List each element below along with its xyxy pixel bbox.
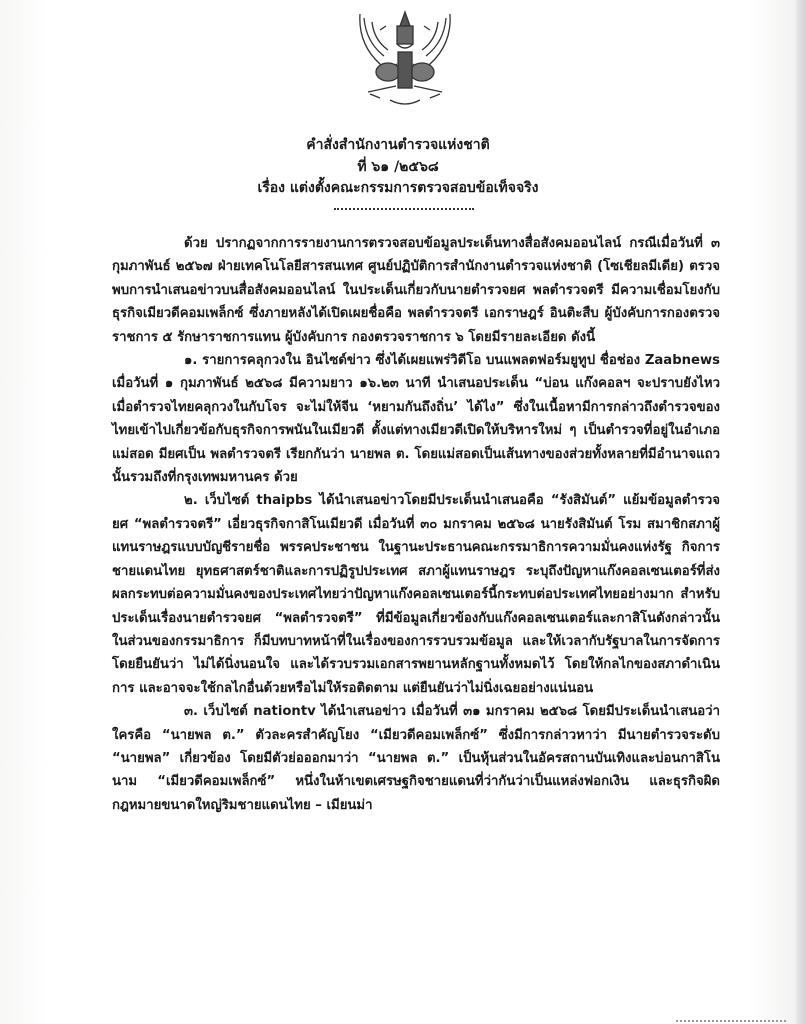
header-separator <box>334 198 474 210</box>
paragraph-intro: ด้วย ปรากฏจากการรายงานการตรวจสอบข้อมูลประเด็นทางสื่อสังคมออนไลน์ กรณีเมื่อวันที่ ๓ กุมภาพันธ์ ๒๕๖๗ ฝ่ายเทคโนโลยีสารสนเทศ ศูนย์ปฏิบัติการสำนักงานตำรวจแห่งชาติ (โซเชียลมีเดีย) ตรวจพบการนำเสนอข่าวบนสื่อสังคมออนไลน์ ในประเด็นเกี่ยวกับนายตำรวจยศ พลตำรวจตรี มีความเชื่อมโยงกับธุรกิจเมียวดีคอมเพล็กซ์ ซึ่งภายหลังได้เปิดเผยชื่อคือ พลตำรวจตรี เอกราษฎร์ อินติะสืบ ผู้บังคับการกองตรวจราชการ ๕ รักษาราชการแทน ผู้บังคับการ กองตรวจราชการ ๖ โดยมีรายละเอียด ดังนี้ <box>112 236 720 345</box>
paragraph-item-3: ๓. เว็บไซต์ nationtv ได้นำเสนอข่าว เมื่อวันที่ ๓๑ มกราคม ๒๕๖๘ โดยมีประเด็นนำเสนอว่าใครคือ “นายพล ต.” ตัวละครสำคัญโยง “เมียวดีคอมเพล็กซ์” ซึ่งมีการกล่าวหาว่า มีนายตำรวจระดับ “นายพล” เกี่ยวข้อง โดยมีตัวย่อออกมาว่า “นายพล ต.” เป็นหุ้นส่วนในอัครสถานบันเทิงและบ่อนกาสิโนนาม “เมียวดีคอมเพล็กซ์” หนึ่งในห้าเขตเศรษฐกิจชายแดนที่ว่ากันว่าเป็นแหล่งฟอกเงิน และธุรกิจผิดกฎหมายขนาดใหญ่ริมชายแดนไทย – เมียนม่า <box>112 704 720 813</box>
page-bottom-dots <box>676 1016 786 1022</box>
order-number: ที่ ๖๑ /๒๕๖๘ <box>357 159 439 175</box>
order-title: คำสั่งสำนักงานตำรวจแห่งชาติ <box>306 137 490 153</box>
document-body <box>112 232 720 817</box>
order-subject: เรื่อง แต่งตั้งคณะกรรมการตรวจสอบข้อเท็จจริง <box>257 180 539 196</box>
paragraph-item-2: ๒. เว็บไซต์ thaipbs ได้นำเสนอข่าวโดยมีประเด็นนำเสนอคือ “รังสิมันต์” แย้มข้อมูลตำรวจยศ “พลตำรวจตรี” เอี่ยวธุรกิจกาสิโนเมียวดี เมื่อวันที่ ๓๐ มกราคม ๒๕๖๘ นายรังสิมันต์ โรม สมาชิกสภาผู้แทนราษฎรแบบบัญชีรายชื่อ พรรคประชาชน ในฐานะประธานคณะกรรมาธิการความมั่นคงแห่งรัฐ กิจการชายแดนไทย ยุทธศาสตร์ชาติและการปฏิรูปประเทศ สภาผู้แทนราษฎร ระบุถึงปัญหาแก๊งคอลเซนเตอร์ที่ส่งผลกระทบต่อความมั่นคงของประเทศไทยว่าปัญหาแก๊งคอลเซนเตอร์นี้กระทบต่อประเทศไทยอย่างมาก สำหรับประเด็นเรื่องนายตำรวจยศ “พลตำรวจตรี” ที่มีข้อมูลเกี่ยวข้องกับแก๊งคอลเซนเตอร์และกาสิโนดังกล่าวนั้น ในส่วนของกรรมาธิการ ก็มีบทบาทหน้าที่ในเรื่องของการรวบรวมข้อมูล และให้เวลากับรัฐบาลในการจัดการ โดยยืนยันว่า ไม่ได้นิ่งนอนใจ และได้รวบรวมเอกสารพยานหลักฐานทั้งหมดไว้ โดยให้กลไกของสภาดำเนินการ และอาจจะใช้กลไกอื่นด้วยหรือไม่ให้รอติดตาม แต่ยืนยันว่าไม่นิ่งเฉยอย่างแน่นอน <box>112 493 720 696</box>
page-edge <box>796 0 806 1024</box>
garuda-emblem-icon <box>350 4 460 110</box>
paragraph-item-1: ๑. รายการคลุกวงใน อินไซด์ข่าว ซึ่งได้เผยแพร่วิดีโอ บนแพลตฟอร์มยูทูป ชื่อช่อง Zaabnews เมื่อวันที่ ๑ กุมภาพันธ์ ๒๕๖๘ มีความยาว ๑๖.๒๓ นาที นำเสนอประเด็น “บ่อน แก๊งคอลฯ จะปราบยังไหว เมื่อตำรวจไทยคลุกวงในกับโจร จะไม่ให้จีน ‘หยามกันถึงถิ่น’ ได้ไง” ซึ่งในเนื้อหามีการกล่าวถึงตำรวจของไทยเข้าไปเกี่ยวข้อกับธุรกิจการพนันในเมียวดี ตั้งแต่ทางเมียวดีเปิดให้บริหารใหม่ ๆ เป็นตำรวจที่อยู่ในอำเภอแม่สอด มียศเป็น พลตำรวจตรี เรียกกันว่า นายพล ต. โดยแม่สอดเป็นเส้นทางของส่วยทั้งหลายที่มีอำนาจแถวนั้นรวมถึงที่กรุงเทพมหานคร ด้วย <box>112 353 720 486</box>
